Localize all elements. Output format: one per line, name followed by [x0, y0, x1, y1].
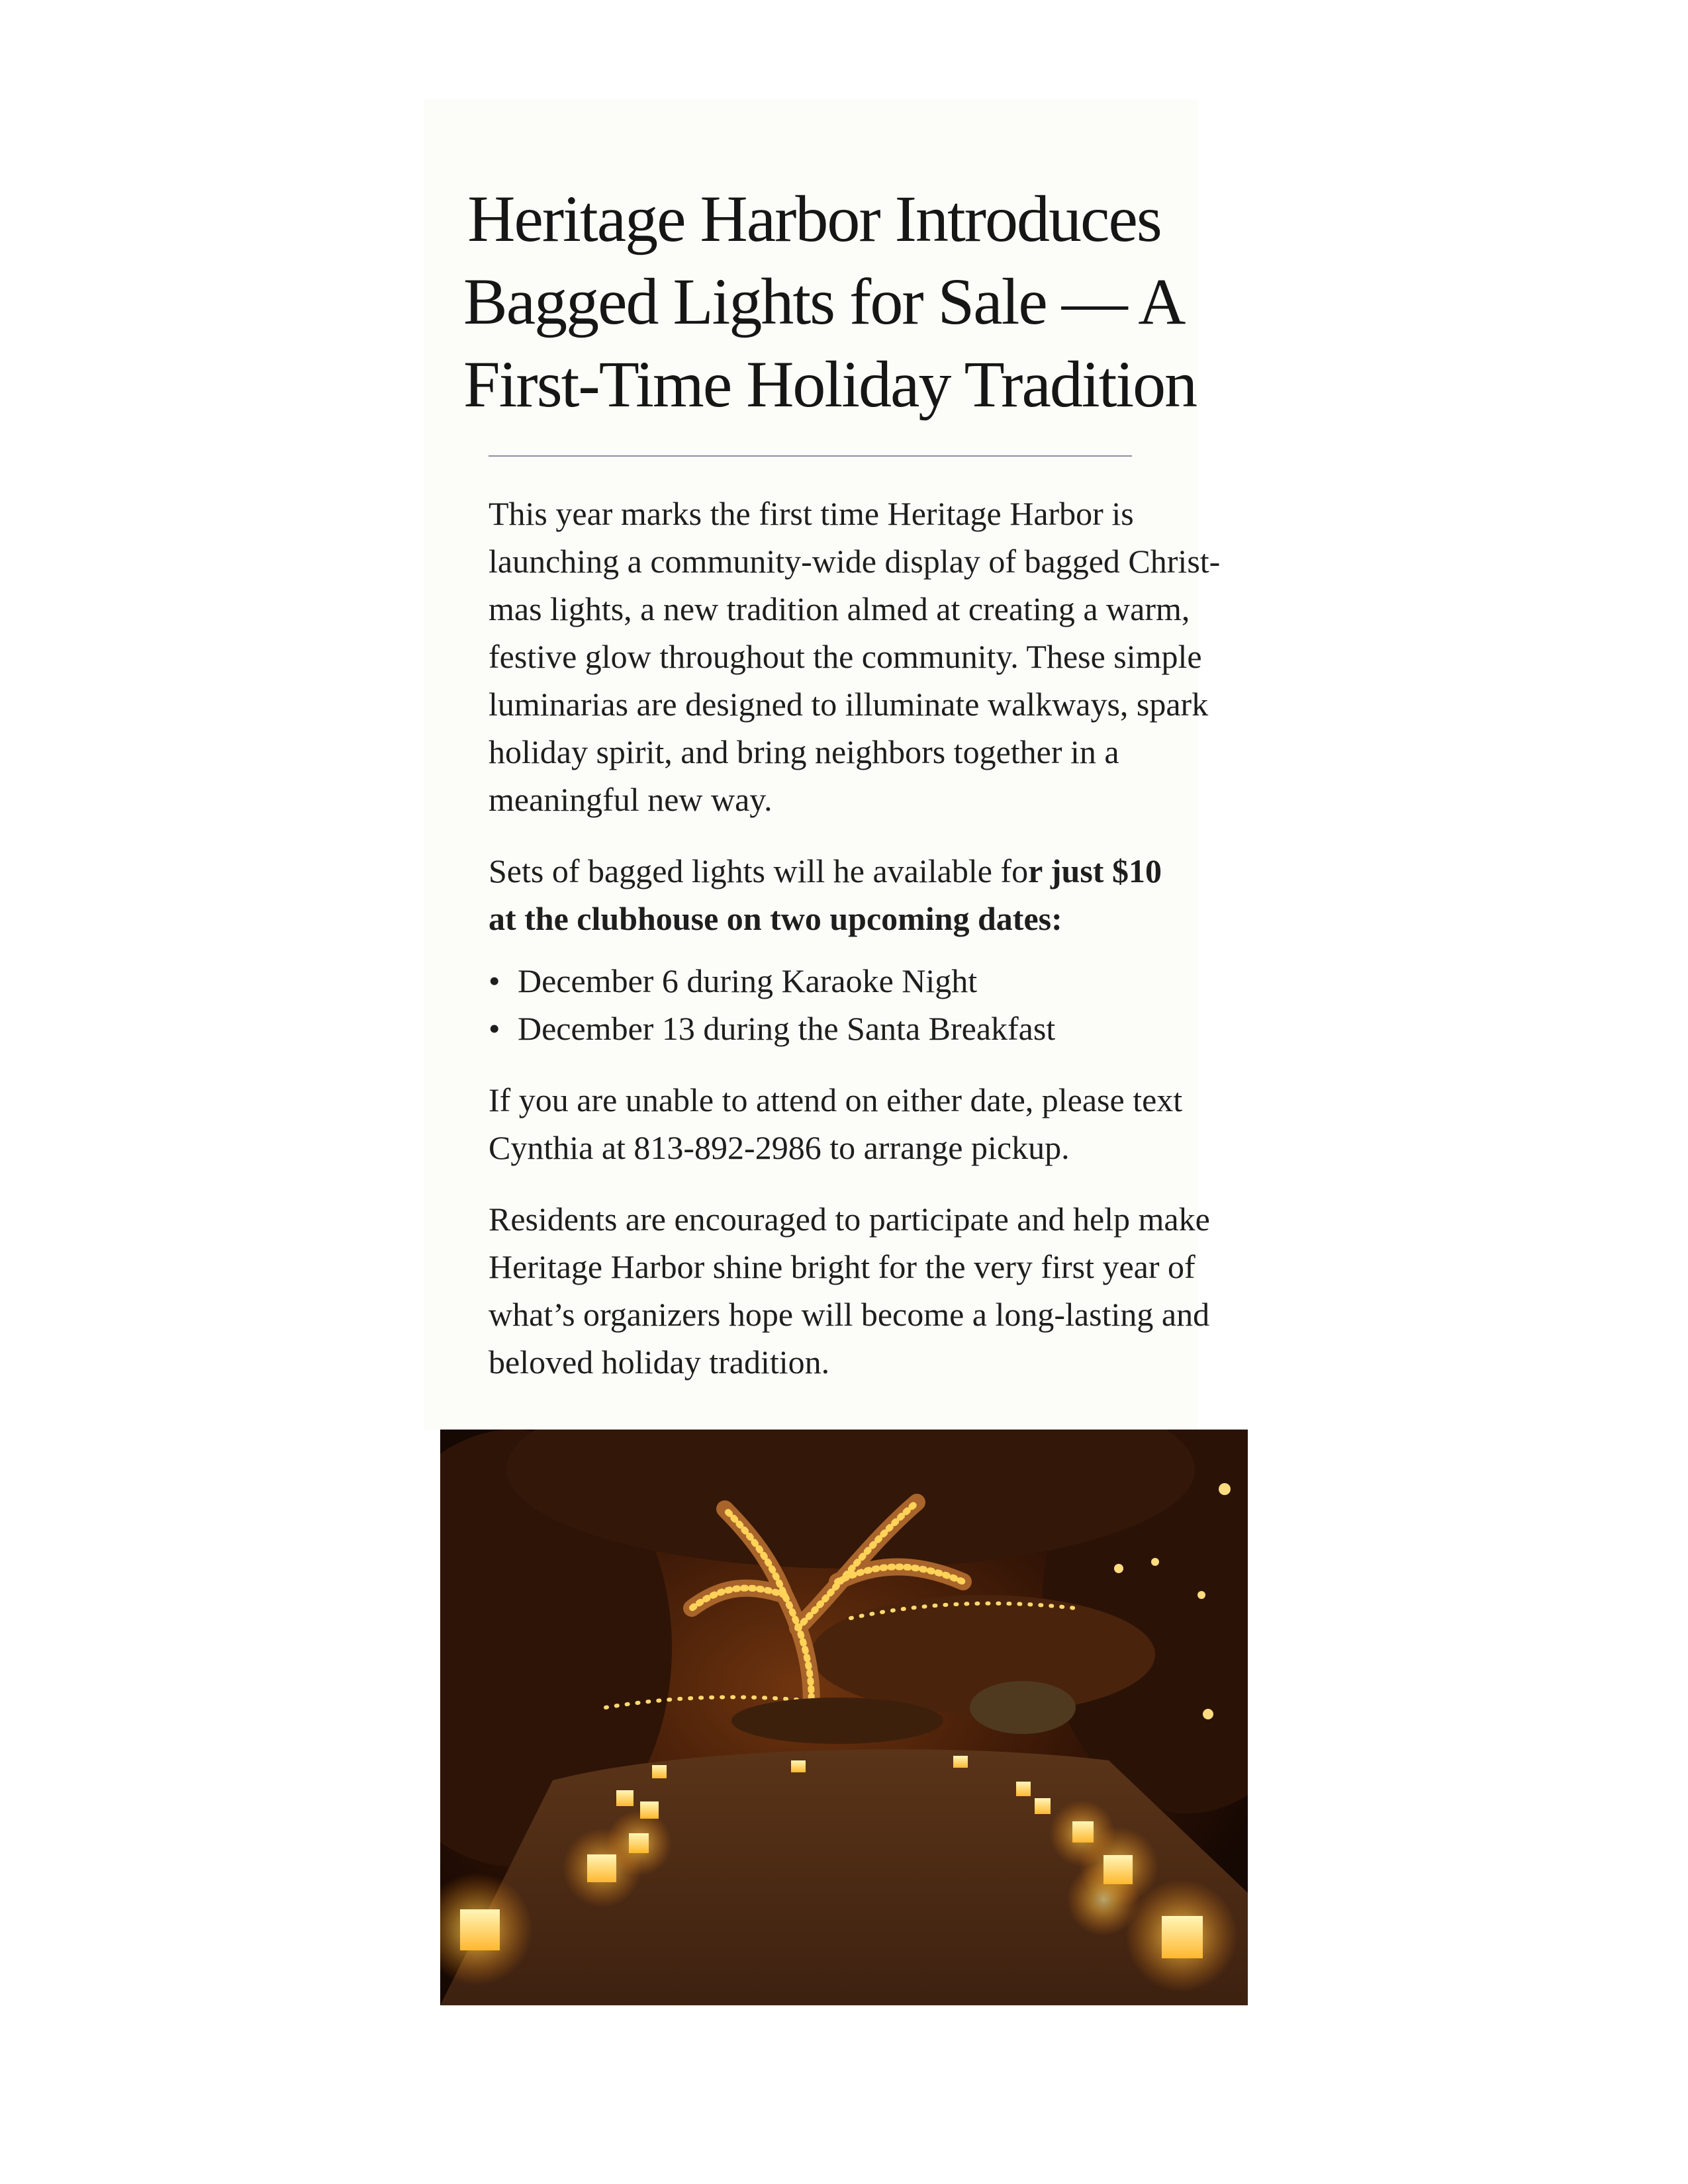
event-text: December 6 during Karaoke Night [518, 962, 978, 999]
event-item [489, 957, 1190, 1005]
pickup-line: If you are unable to attend on either date, please text [489, 1081, 1183, 1118]
agave-plant [970, 1681, 1076, 1734]
night-garden-illustration [440, 1430, 1248, 2005]
intro-line: meaningful new way. [489, 781, 773, 818]
luminaria-bag [616, 1790, 633, 1806]
luminaria-bag [1072, 1821, 1094, 1843]
event-list [489, 957, 1190, 1052]
intro-line: This year marks the first time Heritage Harbor is [489, 495, 1134, 532]
luminaria-bag [1035, 1798, 1051, 1814]
luminaria-bag [1016, 1782, 1031, 1796]
closing-line: Heritage Harbor shine bright for the very first year of [489, 1248, 1196, 1285]
luminaria-bag [1162, 1916, 1203, 1958]
event-item [489, 1005, 1190, 1052]
luminaria-bag [1103, 1855, 1133, 1884]
luminaria-bag [629, 1833, 649, 1853]
luminaria-bag [953, 1756, 968, 1768]
intro-line: mas lights, a new tradition almed at creating a warm, [489, 590, 1190, 627]
luminaria-path-photo [440, 1430, 1248, 2005]
bullet-icon: • [489, 962, 500, 999]
sale-price-text: r just $10 [1028, 852, 1162, 889]
luminaria-bag [791, 1760, 806, 1772]
pickup-paragraph [489, 1076, 1190, 1171]
intro-line: festive glow throughout the community. These simple [489, 638, 1202, 675]
event-text: December 13 during the Santa Breakfast [518, 1010, 1056, 1047]
sale-paragraph [489, 847, 1190, 942]
sale-line-1 [489, 847, 1190, 895]
closing-line: what’s organizers hope will become a long-lasting and [489, 1296, 1210, 1333]
sale-location-text: at the clubhouse on two upcoming dates: [489, 900, 1062, 937]
luminaria-bag [652, 1765, 667, 1778]
luminaria-bag [460, 1909, 500, 1950]
luminaria-bag [587, 1854, 616, 1882]
intro-line: luminarias are designed to illuminate walkways, spark [489, 686, 1209, 723]
closing-line: Residents are encouraged to participate and help make [489, 1201, 1210, 1238]
sale-lead-text: Sets of bagged lights will he available fo [489, 852, 1029, 889]
bullet-icon: • [489, 1010, 500, 1047]
shrub [731, 1698, 943, 1744]
intro-paragraph [489, 490, 1221, 823]
luminaria-bag [640, 1801, 659, 1819]
closing-paragraph [489, 1195, 1210, 1386]
headline-line-1: Heritage Harbor Introduces [467, 182, 1161, 255]
intro-line: launching a community-wide display of bagged Christ- [489, 543, 1221, 580]
article-body [489, 490, 1221, 1386]
intro-line: holiday spirit, and bring neighbors together in a [489, 733, 1119, 770]
headline [463, 177, 1197, 426]
pickup-line: Cynthia at 813-892-2986 to arrange pickup. [489, 1129, 1070, 1166]
headline-divider [489, 455, 1132, 457]
closing-line: beloved holiday tradition. [489, 1343, 830, 1381]
headline-line-3: First-Time Holiday Tradition [463, 347, 1197, 421]
headline-line-2: Bagged Lights for Sale — A [463, 265, 1185, 338]
